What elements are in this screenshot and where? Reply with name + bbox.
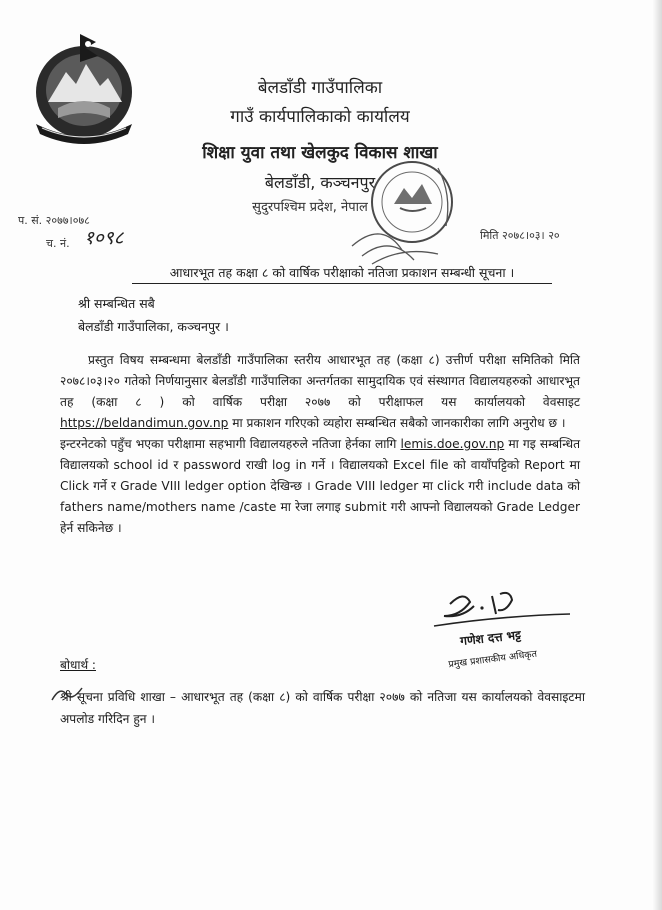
body-paragraph-2 [60, 434, 580, 539]
signatory-name: गणेश दत्त भट्ट [459, 627, 522, 649]
cc-paragraph: श्री सूचना प्रविधि शाखा – आधारभूत तह (कक्षा ८) को वार्षिक परीक्षा २०७७ को नतिजा यस कार्यालयको वेवसाइटमा अपलोड गरिदिन हुन । [60, 690, 585, 726]
patra-sankhya: प. सं. २०७७।०७८ [18, 214, 90, 227]
header-province: सुदुरपश्चिम प्रदेश, नेपाल [252, 200, 368, 215]
header-office: गाउँ कार्यपालिकाको कार्यालय [230, 107, 410, 127]
recipient-line-2: बेलडाँडी गाउँपालिका, कञ्चनपुर । [78, 319, 229, 334]
chalani-number: १०९८ [84, 227, 124, 249]
recipient-line-1: श्री सम्बन्धित सबै [78, 296, 155, 311]
cc-text [60, 686, 585, 730]
chalani-label: च. नं. [46, 237, 70, 250]
para1-text-start: प्रस्तुत विषय सम्बन्धमा बेलडाँडी गाउँपालिका स्तरीय आधारभूत तह (कक्षा ८) उत्तीर्ण परीक्षा समितिको मिति २०७८।०३।२० गतेको निर्णयानुसार बेलडाँडी गाउँपालिका अन्तर्गतका सामुदायिक एवं संस्थागत विद्यालयहरुको आधारभूत तह (कक्षा ८ ) को वार्षिक परीक्षा २०७७ को परीक्षाफल यस कार्यालयको वेवसाइट [60, 353, 580, 409]
page-edge-shadow [652, 0, 662, 910]
body-paragraph-1 [60, 350, 580, 434]
header-section: शिक्षा युवा तथा खेलकुद विकास शाखा [202, 143, 438, 163]
government-emblem-icon [28, 28, 140, 146]
para1-text-end: मा प्रकाशन गरिएको व्यहोरा सम्बन्धित सबैको जानकारीका लागि अनुरोध छ । [232, 416, 566, 430]
office-stamp-icon [342, 150, 468, 270]
website-link[interactable]: https://beldandimun.gov.np [60, 416, 229, 430]
letter-subject: आधारभूत तह कक्षा ८ को वार्षिक परीक्षाको नतिजा प्रकाशन सम्बन्धी सूचना । [132, 264, 552, 284]
header-address: बेलडाँडी, कञ्चनपुर [264, 173, 376, 192]
para2-text-start: इन्टरनेटको पहुँच भएका परीक्षामा सहभागी विद्यालयहरुले नतिजा हेर्नका लागि [60, 437, 397, 451]
header-municipality: बेलडाँडी गाउँपालिका [257, 78, 383, 98]
para2-text-end: मा गइ सम्बन्धित विद्यालयको school id र password राखी log in गर्ने । विद्यालयको Excel file को वायाँपट्टिको Report मा Click गर्ने र Grade VIII ledger option देखिन्छ । Grade VIII ledger मा click गरी include data को fathers name/mothers name /caste मा रेजा लगाइ submit गरी आफ्नो विद्यालयको Grade Ledger हेर्न सकिनेछ । [60, 437, 581, 535]
signatory-title: प्रमुख प्रशासकीय अधिकृत [447, 648, 538, 671]
letter-date: मिति २०७८।०३। २० [480, 229, 560, 242]
cc-heading: बोधार्थ : [60, 658, 96, 672]
lemis-link[interactable]: lemis.doe.gov.np [400, 437, 505, 451]
letter-body [60, 350, 580, 539]
